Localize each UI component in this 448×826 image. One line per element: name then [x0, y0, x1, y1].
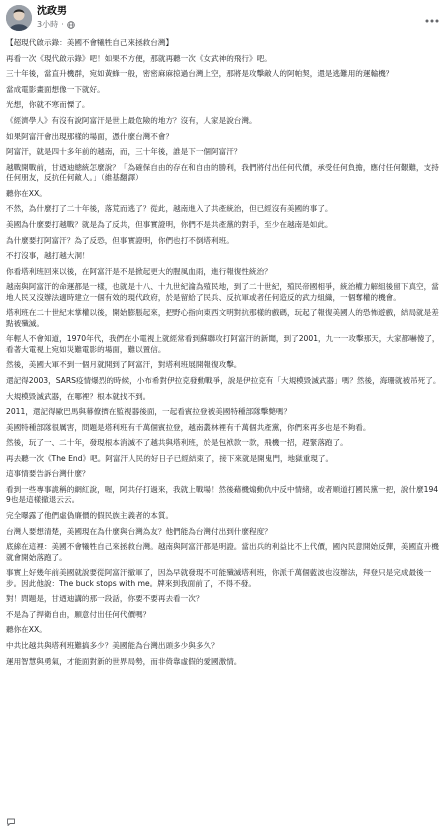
post-paragraph: 美國特種部隊很厲害，問題是塔利班有千萬個賓拉登，越南叢林裡有千萬個共產黨，你們來再多也是不夠看。 — [6, 422, 371, 432]
post-paragraph: 美國為什麼要打越戰？就是為了反共，但事實證明，你們不是共產黨的對手，至少在越南是如此。 — [6, 219, 333, 229]
post-paragraph: 如果阿富汗會出現那樣的場面，憑什麼台灣不會？ — [6, 131, 174, 141]
post-paragraph: 不是為了捍衛自由，願意付出任何代價嗎？ — [6, 609, 151, 619]
post-paragraph: 還記得2003，SARS疫情爆烈的時候，小布希對伊拉克發動戰爭，說是伊拉克有「大規模毀滅武器」嗎？然後，海珊就被吊死了。 — [6, 375, 441, 385]
post-paragraph: 三十年後，當直升機群，宛如黃蜂一般，密密麻麻掠過台灣上空，那將是攻擊敵人的阿帕契，還是逃難用的運輸機？ — [6, 69, 394, 79]
comment-icon[interactable] — [6, 812, 16, 822]
avatar-photo-icon — [6, 5, 32, 31]
post-paragraph: 運用智慧與勇氣，才能面對新的世界局勢，而非倚靠虛假的愛國激情。 — [6, 656, 242, 666]
post-paragraph: 為什麼要打阿富汗？為了反恐，但事實證明，你們也打不倒塔利班。 — [6, 235, 234, 245]
post-paragraph: 再看一次《現代啟示錄》吧！如果不方便，那就再聽一次《女武神的飛行》吧。 — [6, 53, 272, 63]
globe-icon — [67, 21, 75, 29]
post-paragraph: 底線在這裡：美國不會犧牲自己來拯救台灣。越南與阿富汗都是明證。當出兵的利益比不上代價，國內民意開始反彈，美國直升機就會開始落跑了。 — [6, 542, 439, 562]
meta-separator: · — [61, 20, 64, 29]
post-paragraph: 這事情要告訴台灣什麼？ — [6, 469, 90, 479]
post-paragraph: 聽你在XX。 — [6, 625, 47, 635]
post-paragraph: 然後，玩了一、二十年，發現根本消滅不了越共與塔利班，於是包袱款一款，飛機一招，趕緊落跑了。 — [6, 438, 348, 448]
post-paragraph: 不打沒事，越打越大洞！ — [6, 251, 90, 261]
post-paragraph: 阿富汗，就是四十多年前的越南，而，三十年後，誰是下一個阿富汗？ — [6, 147, 242, 157]
post-paragraph: 2011，還記得歐巴馬與幕僚擠在監視器後面，一起看賓拉登被美國特種部隊擊斃嗎？ — [6, 407, 292, 417]
author-name[interactable]: 沈政男 — [37, 6, 67, 17]
post-paragraph: 越南與阿富汗的命運都是一樣，也就是十八、十九世紀淪為殖民地，到了二十世紀，殖民帝國相爭，統治權力解組後留下真空，當地人民又沒辦法適時建立一個有效的現代政府，於是留給了民兵、反抗軍或者任何造反的武力組織，一個奪權的機會。 — [6, 282, 439, 302]
post-paragraph: 事實上好幾年前美國就說要從阿富汗撤軍了，因為早就發現不可能殲滅塔利班，你派千萬個藍波也沒辦法，拜登只是完成最後一步。因此他說：The buck stops with me。牌來到我面前了，不得不發。 — [6, 568, 432, 588]
post-paragraph: 你看塔利班回來以後，在阿富汗是不是掀起更大的腥風血雨，進行報復性統治？ — [6, 266, 272, 276]
post-paragraph: 看到一些專事詭稱的網紅說，喔，阿共仔打過來，我就上戰場！然後藉機煽動仇中反中情緒，或者順道打國民黨一把，說什麼1949也是這樣撤退云云。 — [6, 485, 439, 505]
post-paragraph: 再去聽一次《The End》吧。阿富汗人民的好日子已經結束了，接下來就是開鬼門，地獄重現了。 — [6, 453, 334, 463]
post-meta — [37, 20, 75, 30]
post-paragraph: 《經濟學人》有沒有說阿富汗是世上最危險的地方？沒有，人家是說台灣。 — [6, 115, 257, 125]
post-paragraph: 不然，為什麼打了二十年後，落荒而逃了？從此，越南進入了共產統治，但已經沒有美國的事了。 — [6, 204, 333, 214]
post-paragraph: 完全曝露了他們虛偽廉價的假民族主義者的本質。 — [6, 511, 174, 521]
post-paragraph: 年輕人不會知道，1970年代，我們在小電視上就經常看到蘇聯攻打阿富汗的新聞，到了2001，九一一攻擊那天，大家都嚇傻了，看著大電視上宛如災難電影的場面，難以置信。 — [6, 334, 440, 354]
post-paragraph: 光想，你就不寒而慄了。 — [6, 100, 90, 110]
author-avatar[interactable] — [6, 5, 32, 31]
post-paragraph: 聽你在XX。 — [6, 188, 47, 198]
post-paragraph: 【超現代啟示錄：美國不會犧牲自己來拯救台灣】 — [6, 38, 174, 47]
more-options-icon[interactable] — [424, 10, 440, 18]
post-body — [6, 38, 442, 672]
post-paragraph: 然後，美國大軍不到一個月就開到了阿富汗，對塔利班展開報復攻擊。 — [6, 360, 242, 370]
post-paragraph: 當成電影畫面想像一下就好。 — [6, 84, 105, 94]
post-paragraph: 塔利班在二十世紀末掌權以後，開始膨脹起來，把野心指向東西文明對抗那樣的戲碼，玩起了報復美國人的恐怖遊戲，結局就是差點被殲滅。 — [6, 308, 439, 328]
post-time[interactable]: 3小時 — [37, 20, 59, 29]
post-paragraph: 大規模毀滅武器，在哪裡？根本就找不到。 — [6, 391, 151, 401]
post-paragraph: 中共比越共與塔利班難搞多少？美國能為台灣出頭多少與多久？ — [6, 641, 219, 651]
post-header — [0, 0, 448, 36]
post-paragraph: 對！問題是，甘迺迪講的那一段話，你要不要再去看一次？ — [6, 594, 204, 604]
post-paragraph: 越戰開戰前，甘迺迪總統怎麼說？「為確保自由的存在和自由的勝利，我們將付出任何代價，承受任何負擔，應付任何艱難，支持任何朋友，反抗任何敵人。」（維基翻譯） — [6, 162, 439, 183]
post-paragraph: 台灣人要想清楚，美國現在為什麼與台灣為友？他們能為台灣付出到什麼程度？ — [6, 526, 272, 536]
